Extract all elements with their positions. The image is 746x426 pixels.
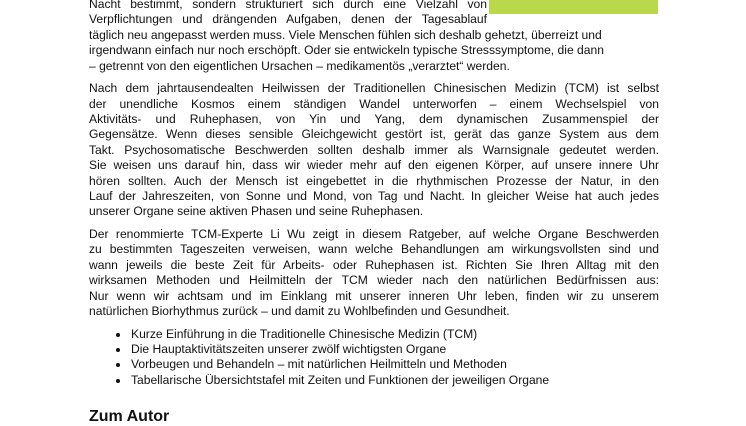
author-book-paragraph	[89, 227, 659, 319]
text-line: zu bestimmten Tageszeiten verweisen, wann welche Behandlungen am wirkungsvollsten sind und	[89, 242, 659, 257]
text-line: wann jeweils die beste Zeit für Arbeits- oder Ruhephasen ist. Richten Sie Ihren Alltag mit den	[89, 257, 659, 272]
text-line: irgendwann einfach nur noch erschöpft. Oder sie entwickeln typische Stresssymptome, die dann	[89, 43, 604, 58]
text-line: – getrennt von den eigentlichen Ursachen – medikamentös „verarztet“ werden.	[89, 58, 510, 73]
text-line: Verpflichtungen und drängenden Aufgaben, denen der Tagesablauf	[89, 12, 487, 27]
text-line: hören sollten. Auch der Mensch ist eingebettet in die rhythmischen Prozesse der Natur, in den	[89, 173, 659, 188]
list-item: Tabellarische Übersichtstafel mit Zeiten und Funktionen der jeweiligen Organe	[89, 373, 659, 388]
text-line: Nur wenn wir achtsam und im Einklang mit unserer inneren Uhr leben, finden wir zu unserem	[89, 288, 659, 303]
document-body	[89, 0, 659, 388]
text-line: wirksamen Methoden und Heilmitteln der TCM wieder nach den natürlichen Bedürfnissen aus:	[89, 273, 659, 288]
text-line: Nach dem jahrtausendealten Heilwissen der Traditionellen Chinesischen Medizin (TCM) ist selbst	[89, 81, 659, 96]
text-line: natürlichen Biorhythmus zurück – und damit zu Wohlbefinden und Gesundheit.	[89, 304, 510, 319]
intro-paragraph	[89, 0, 659, 74]
text-line: täglich neu angepasst werden muss. Viele Menschen fühlen sich deshalb gehetzt, überreizt und	[89, 27, 602, 42]
text-line: Gegensätze. Wenn dieses sensible Gleichgewicht gestört ist, gerät das ganze System aus dem	[89, 127, 659, 142]
text-line: Der renommierte TCM-Experte Li Wu zeigt in diesem Ratgeber, auf welche Organe Beschwerden	[89, 227, 659, 242]
list-item: Kurze Einführung in die Traditionelle Chinesische Medizin (TCM)	[89, 327, 659, 342]
text-line: unserer Organe seine aktiven Phasen und seine Ruhephasen.	[89, 204, 424, 219]
text-line: Lauf der Jahreszeiten, von Sonne und Mond, von Tag und Nacht. In gleicher Weise hat auch jedes	[89, 189, 659, 204]
list-item: Vorbeugen und Behandeln – mit natürlichen Heilmitteln und Methoden	[89, 357, 659, 372]
text-line: Sie weisen uns darauf hin, dass wir wieder mehr auf den eigenen Körper, auf unsere innere Uhr	[89, 158, 659, 173]
section-heading: Zum Autor	[89, 408, 170, 425]
text-line: Nacht bestimmt, sondern strukturiert sich durch eine Vielzahl von	[89, 0, 487, 11]
list-item: Die Hauptaktivitätszeiten unserer zwölf wichtigsten Organe	[89, 342, 659, 357]
text-line: Takt. Psychosomatische Beschwerden sollten deshalb immer als Warnsignale gedeutet werden.	[89, 142, 659, 157]
text-line: Aktivitäts- und Ruhephasen, von Yin und Yang, dem dynamischen Zusammenspiel der	[89, 112, 659, 127]
tcm-paragraph	[89, 81, 659, 220]
bullet-list	[89, 327, 659, 389]
text-line: der unendliche Kosmos einem ständigen Wandel unterworfen – einem Wechselspiel von	[89, 96, 659, 111]
